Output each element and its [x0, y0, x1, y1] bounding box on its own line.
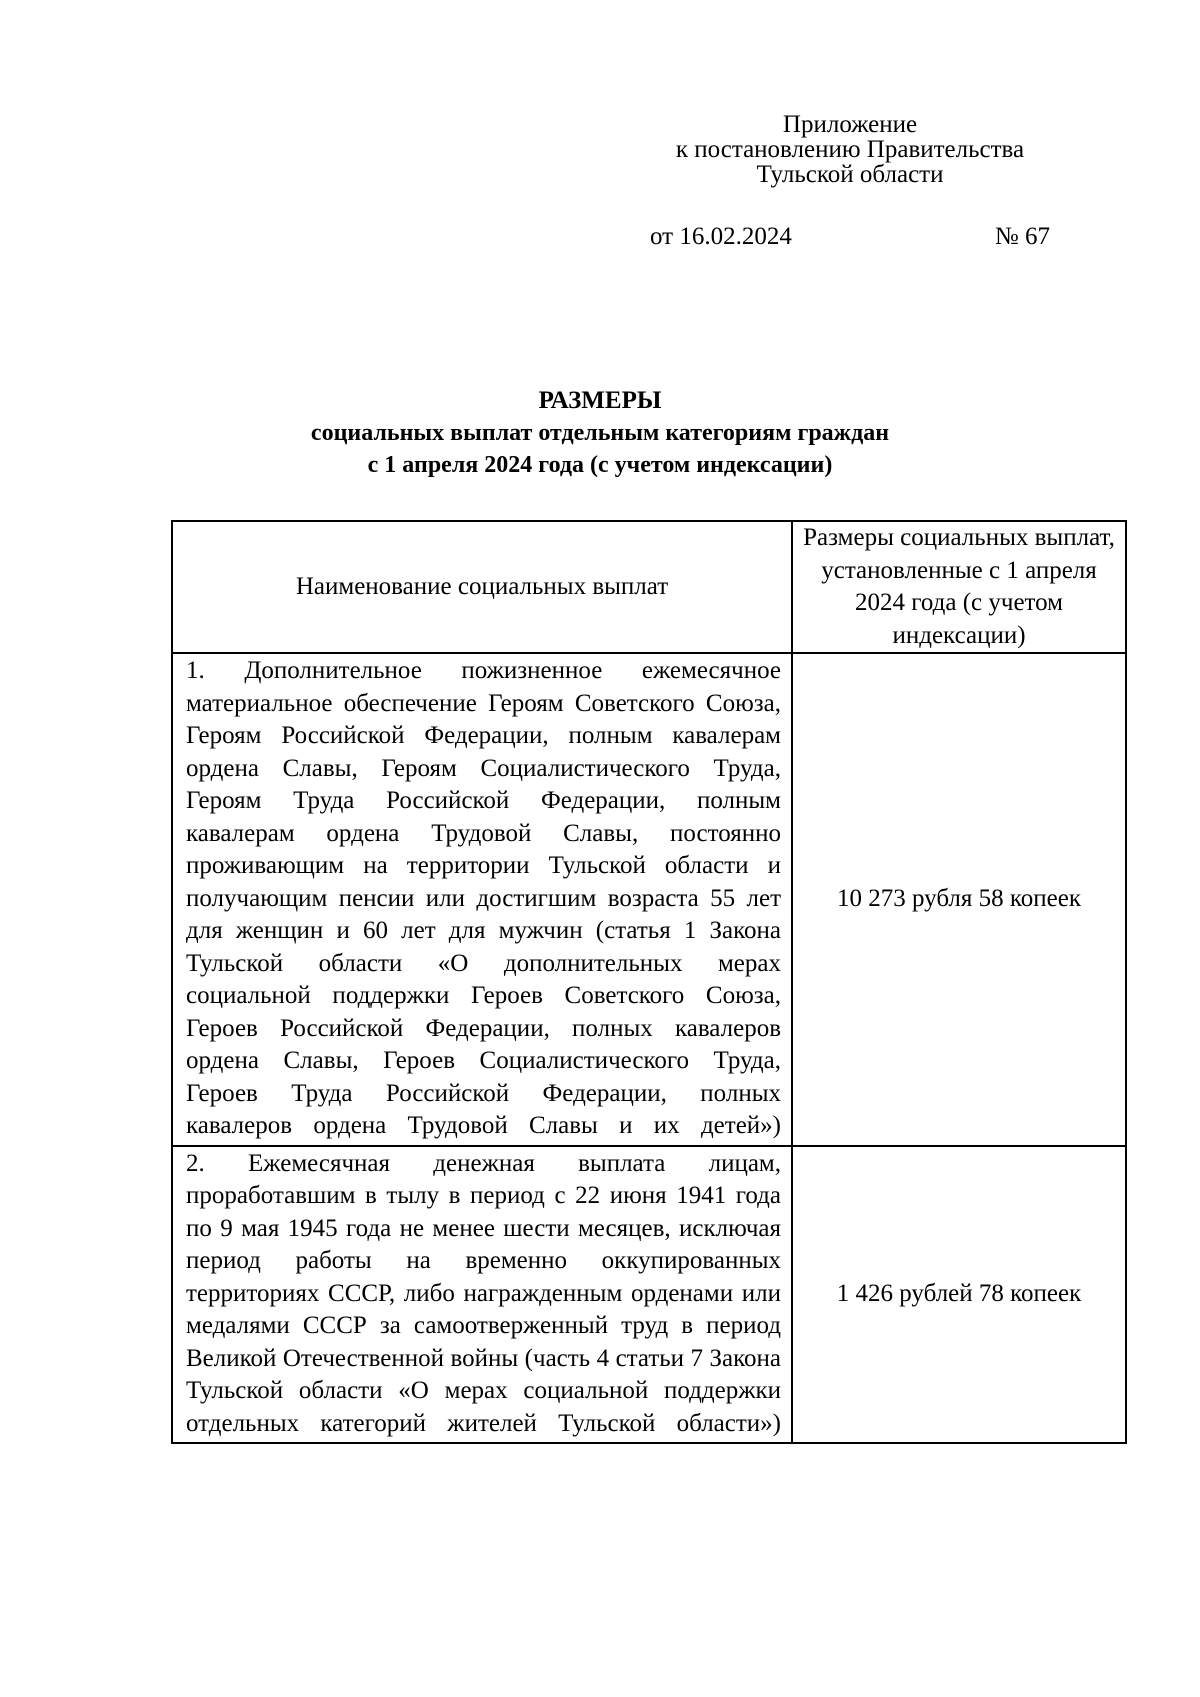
payment-name-cell: 2. Ежемесячная денежная выплата лицам, проработавшим в тылу в период с 22 июня 1941 года по 9 мая 1945 года не менее шести месяцев, исключая период работы на временно оккупированных территориях СССР, либо награжденным орденами или медалями СССР за самоотверженный труд в период Великой Отечественной войны (часть 4 статьи 7 Закона Тульской области «О мерах социальной поддержки отдельных категорий жителей Тульской области»)	[172, 1146, 792, 1444]
table-row	[172, 653, 1126, 1146]
appendix-line: Тульской области	[756, 161, 944, 188]
appendix-heading	[640, 112, 1060, 187]
title-subtitle-line: социальных выплат отдельным категориям граждан	[310, 420, 890, 446]
table-header-row	[172, 521, 1126, 653]
payment-amount-cell: 10 273 рубля 58 копеек	[792, 653, 1126, 1146]
document-date: от 16.02.2024	[650, 223, 792, 250]
document-title	[150, 385, 1050, 481]
document-date-number	[650, 222, 1050, 252]
title-subtitle-line: с 1 апреля 2024 года (с учетом индексации)	[367, 452, 833, 478]
table-row	[172, 1146, 1126, 1444]
payment-name-cell: 1. Дополнительное пожизненное ежемесячное материальное обеспечение Героям Советского Союза, Героям Российской Федерации, полным кавалерам ордена Славы, Героям Социалистического Труда, Героям Труда Российской Федерации, полным кавалерам ордена Трудовой Славы, постоянно проживающим на территории Тульской области и получающим пенсии или достигшим возраста 55 лет для женщин и 60 лет для мужчин (статья 1 Закона Тульской области «О дополнительных мерах социальной поддержки Героев Советского Союза, Героев Российской Федерации, полных кавалеров ордена Славы, Героев Социалистического Труда, Героев Труда Российской Федерации, полных кавалеров ордена Трудовой Славы и их детей»)	[172, 653, 792, 1146]
document-number: № 67	[994, 223, 1050, 250]
appendix-line: Приложение	[782, 111, 918, 138]
appendix-line: к постановлению Правительства	[675, 136, 1025, 163]
payment-amount-cell: 1 426 рублей 78 копеек	[792, 1146, 1126, 1444]
title-main: РАЗМЕРЫ	[538, 387, 662, 414]
column-header-amount: Размеры социальных выплат, установленные с 1 апреля 2024 года (с учетом индексации)	[792, 521, 1126, 653]
column-header-name: Наименование социальных выплат	[172, 521, 792, 653]
payments-table	[171, 520, 1127, 1444]
